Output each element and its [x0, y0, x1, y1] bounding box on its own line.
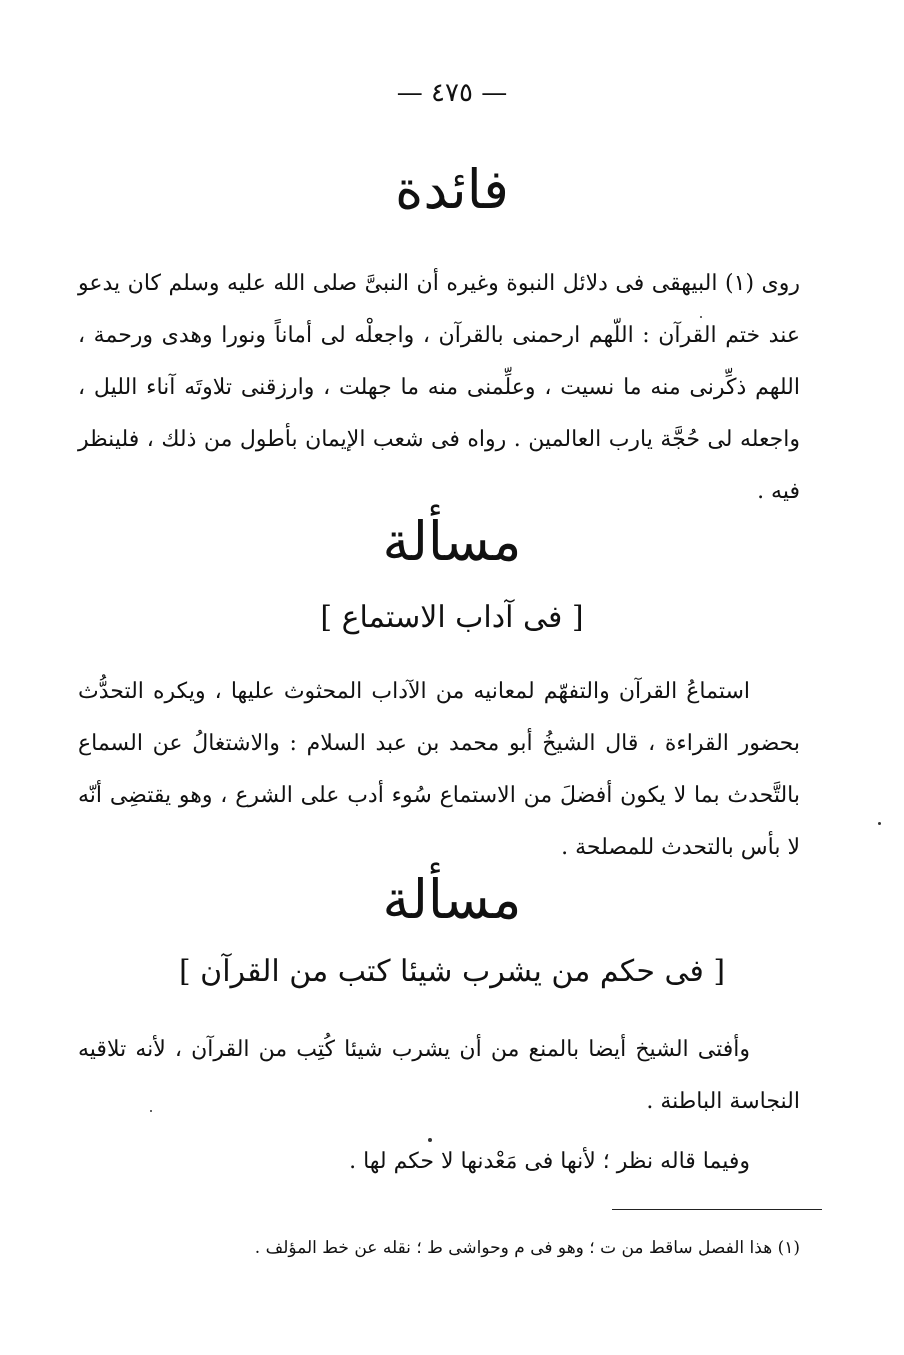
paragraph-text: وأفتى الشيخ أيضا بالمنع من أن يشرب شيئا كُتِب من القرآن ، لأنه تلاقيه النجاسة الباطنة . [78, 1037, 800, 1114]
scan-speck [700, 316, 702, 318]
section-heading-faida: فائدة [395, 158, 509, 221]
section-heading-masala-2: مسألة [382, 868, 522, 931]
section-paragraph-faida [78, 258, 800, 518]
section-paragraph-adab [78, 666, 800, 874]
footnote: (١) هذا الفصل ساقط من ت ؛ وهو فى م وحواشى ط ؛ نقله عن خط المؤلف . [254, 1238, 800, 1258]
scan-speck [428, 1138, 432, 1142]
scan-speck [878, 822, 881, 825]
page-number: — ٤٧٥ — [396, 78, 508, 108]
footnote-divider [612, 1209, 822, 1210]
paragraph-text: وفيما قاله نظر ؛ لأنها فى مَعْدنها لا حكم لها . [349, 1149, 750, 1174]
section-heading-masala-1: مسألة [382, 510, 522, 573]
section-subheading-hukm: [ فى حكم من يشرب شيئا كتب من القرآن ] [178, 954, 726, 989]
scan-speck [150, 1110, 152, 1112]
section-subheading-adab: [ فى آداب الاستماع ] [320, 600, 584, 635]
section-paragraph-hukm [78, 1024, 800, 1188]
paragraph-text: روى (١) البيهقى فى دلائل النبوة وغيره أن النبىَّ صلى الله عليه وسلم كان يدعو عند ختم القرآن : اللّهم ارحمنى بالقرآن ، واجعلْه لى أماناً ونورا وهدى ورحمة ، اللهم ذكِّرنى منه ما نسيت ، وعلِّمنى منه ما جهلت ، وارزقنى تلاوتَه آناء الليل ، واجعله لى حُجَّة يارب العالمين . رواه فى شعب الإيمان بأطول من ذلك ، فلينظر فيه . [78, 271, 801, 504]
paragraph-text: استماعُ القرآن والتفهّم لمعانيه من الآداب المحثوث عليها ، ويكره التحدُّث بحضور القراءة ، قال الشيخُ أبو محمد بن عبد السلام : والاشتغالُ عن السماع بالتَّحدث بما لا يكون أفضلَ من الاستماع سُوء أدب على الشرع ، وهو يقتضِى أنّه لا بأس بالتحدث للمصلحة . [78, 679, 800, 860]
